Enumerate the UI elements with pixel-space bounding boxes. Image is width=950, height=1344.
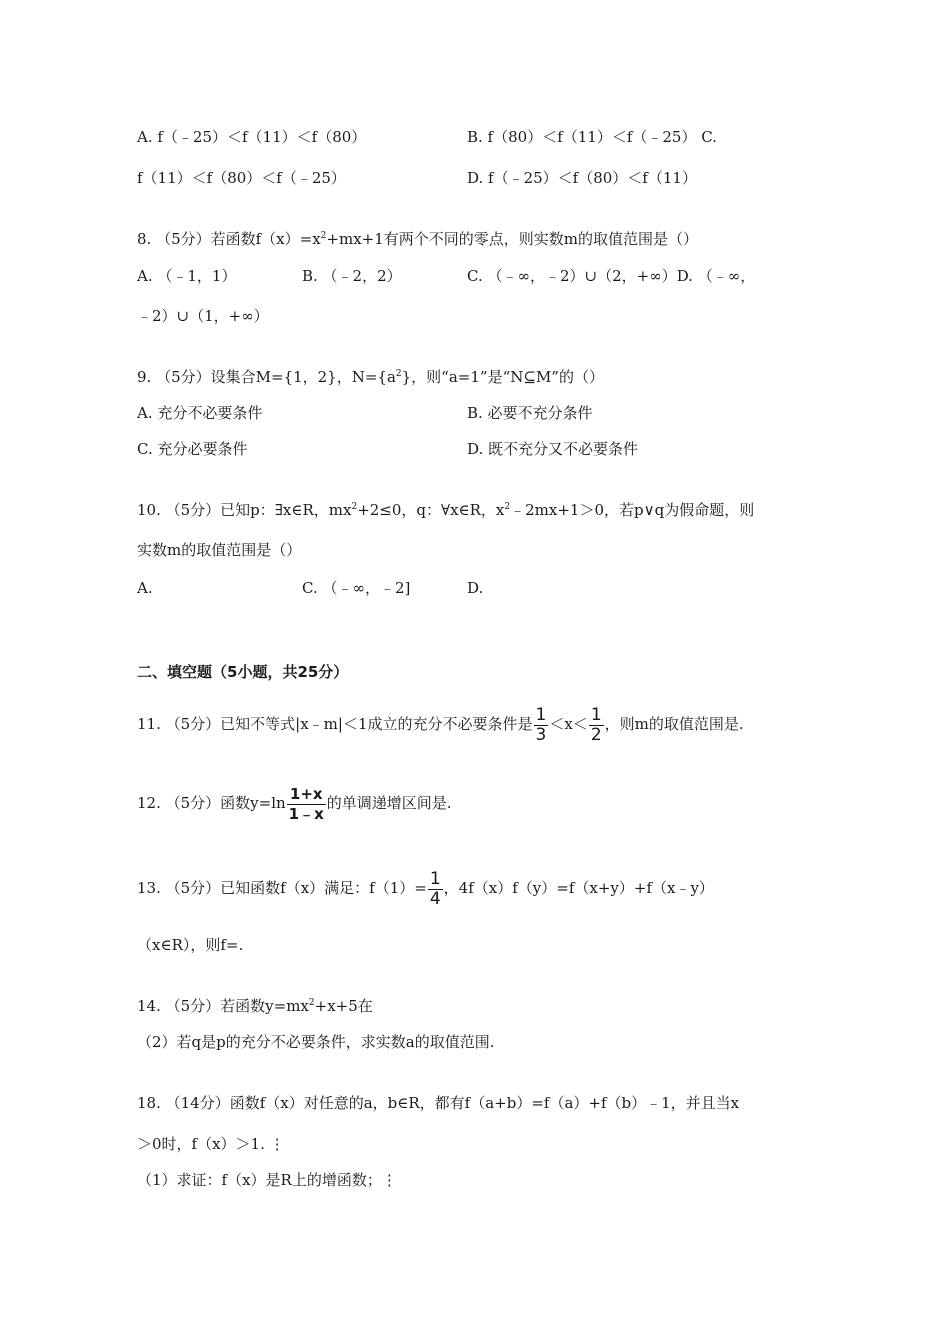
q8-stem-pre: 8. （5分）若函数f（x）=x xyxy=(137,230,321,248)
q13-stem-pre: 13. （5分）已知函数f（x）满足：f（1）= xyxy=(137,879,427,897)
q8-option-b: B. （﹣2，2） xyxy=(302,267,402,285)
q14-stem-pre: 14. （5分）若函数y=mx xyxy=(137,997,309,1015)
q18-part-1: （1）求证：f（x）是R上的增函数；⋮ xyxy=(137,1171,397,1189)
q10-stem-part3: ﹣2mx+1＞0，若p∨q为假命题，则 xyxy=(510,501,755,519)
q9-option-b: B. 必要不充分条件 xyxy=(467,404,593,422)
q9-stem-pre: 9. （5分）设集合M={1，2}，N={a xyxy=(137,368,396,386)
q11-fraction-1-denominator: 3 xyxy=(535,724,547,745)
q11-stem-post: ，则m的取值范围是. xyxy=(604,715,744,733)
q10-stem-part1: 10. （5分）已知p：∃x∈R，mx xyxy=(137,501,352,519)
section-heading: 二、填空题（5小题，共25分） xyxy=(137,663,349,681)
q8-stem-sup: 2 xyxy=(320,231,327,241)
q8-option-a: A. （﹣1，1） xyxy=(137,267,237,285)
q9-option-d: D. 既不充分又不必要条件 xyxy=(467,440,639,458)
q9-stem xyxy=(137,367,604,387)
q12-stem xyxy=(137,783,452,824)
q13-fraction-numerator: 1 xyxy=(429,868,441,889)
q9-stem-sup: 2 xyxy=(395,369,402,379)
q11-fraction-1-numerator: 1 xyxy=(535,704,547,725)
q11-fraction-1 xyxy=(534,706,549,745)
q12-stem-pre: 12. （5分）函数y=ln xyxy=(137,794,286,812)
q14-stem-sup: 2 xyxy=(308,998,315,1008)
q10-option-c: C. （﹣∞，﹣2] xyxy=(302,579,411,597)
q9-option-a: A. 充分不必要条件 xyxy=(137,404,263,422)
q11-stem-pre: 11. （5分）已知不等式|x﹣m|＜1成立的充分不必要条件是 xyxy=(137,715,533,733)
q14-stem-post: +x+5在 xyxy=(314,997,373,1015)
q9-stem-post: }，则“a=1”是“N⊆M”的（） xyxy=(401,368,604,386)
q7-option-b: B. f（80）＜f（11）＜f（﹣25） C. xyxy=(467,128,717,146)
q7-option-a: A. f（﹣25）＜f（11）＜f（80） xyxy=(137,128,367,146)
q14-part-2: （2）若q是p的充分不必要条件，求实数a的取值范围. xyxy=(137,1033,495,1051)
q11-fraction-2-numerator: 1 xyxy=(590,704,602,725)
q7-option-d: D. f（﹣25）＜f（80）＜f（11） xyxy=(467,169,697,187)
q10-stem-part2: +2≤0，q：∀x∈R，x xyxy=(357,501,505,519)
q11-fraction-2-denominator: 2 xyxy=(590,724,602,745)
q12-stem-post: 的单调递增区间是. xyxy=(326,794,452,812)
q13-fraction xyxy=(428,870,443,909)
q8-stem xyxy=(137,229,698,249)
q8-option-d-continued: ﹣2）∪（1，+∞） xyxy=(137,307,269,325)
q11-stem-mid: ＜x＜ xyxy=(549,715,588,733)
q13-fraction-denominator: 4 xyxy=(429,888,441,909)
q13-stem-post: ，4f（x）f（y）=f（x+y）+f（x﹣y） xyxy=(443,879,714,897)
q18-stem: 18. （14分）函数f（x）对任意的a，b∈R，都有f（a+b）=f（a）+f（b）﹣1，并且当x xyxy=(137,1094,740,1112)
q8-stem-post: +mx+1有两个不同的零点，则实数m的取值范围是（） xyxy=(326,230,698,248)
q10-option-a: A. xyxy=(137,579,153,597)
q9-option-c: C. 充分必要条件 xyxy=(137,440,248,458)
q10-stem-sup1: 2 xyxy=(351,502,358,512)
q14-stem xyxy=(137,996,373,1016)
q13-stem-continued: （x∈R），则f=. xyxy=(137,936,244,954)
q10-stem xyxy=(137,500,754,520)
q13-stem xyxy=(137,868,714,909)
q11-stem xyxy=(137,704,744,745)
q12-fraction-numerator: 1+x xyxy=(287,785,326,805)
q12-fraction-denominator: 1﹣x xyxy=(288,804,324,823)
q8-option-cd: C. （﹣∞，﹣2）∪（2，+∞）D. （﹣∞， xyxy=(467,267,756,285)
q10-stem-sup2: 2 xyxy=(504,502,511,512)
q7-option-c: f（11）＜f（80）＜f（﹣25） xyxy=(137,169,346,187)
q18-stem-continued: ＞0时，f（x）＞1. ⋮ xyxy=(137,1135,285,1153)
q11-fraction-2 xyxy=(589,706,604,745)
q10-option-d: D. xyxy=(467,579,484,597)
q12-fraction xyxy=(287,785,326,824)
q10-stem-continued: 实数m的取值范围是（） xyxy=(137,541,302,559)
